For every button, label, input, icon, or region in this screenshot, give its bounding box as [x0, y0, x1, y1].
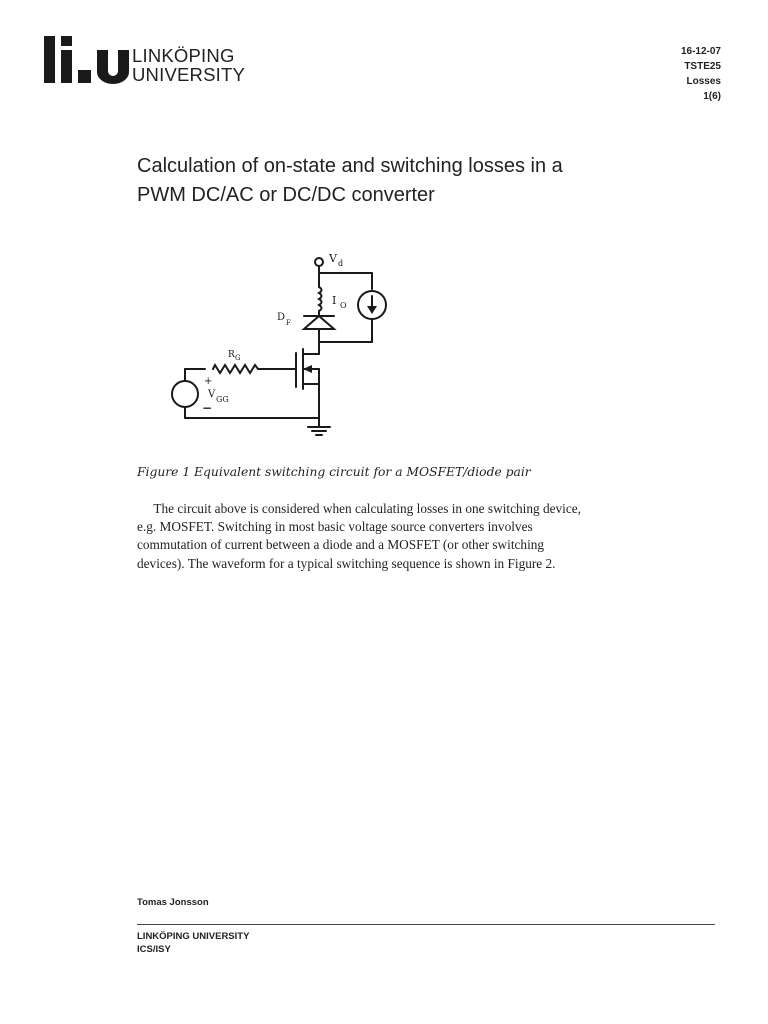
diode-icon	[304, 316, 334, 329]
gate-resistor-icon	[213, 365, 258, 373]
inductor-icon	[319, 287, 322, 311]
body-line: e.g. MOSFET. Switching in most basic voltage source converters involves	[137, 519, 533, 535]
footer-institution: LINKÖPING UNIVERSITY	[137, 931, 250, 942]
vgg-source-icon	[172, 381, 198, 407]
io-label: I	[332, 294, 337, 307]
author-name: Tomas Jonsson	[137, 897, 209, 908]
doc-topic: Losses	[686, 76, 721, 87]
vgg-label-sub: GG	[216, 395, 229, 404]
df-label: D	[277, 312, 286, 323]
rg-label: R	[228, 350, 235, 360]
footer-divider	[137, 924, 715, 925]
footer	[137, 930, 249, 956]
doc-page: 1(6)	[703, 91, 721, 102]
document-meta	[681, 44, 721, 104]
current-arrow-icon	[367, 306, 377, 314]
doc-date: 16-12-07	[680, 46, 721, 57]
title-line-1: Calculation of on-state and switching losses in a	[137, 155, 563, 177]
logo-text-line1: LINKÖPING	[132, 45, 235, 66]
body-paragraph	[137, 500, 657, 573]
vd-terminal-icon	[315, 258, 323, 266]
rg-label-sub: G	[235, 354, 241, 362]
vd-label-sub: d	[338, 259, 344, 268]
liu-logo-mark-icon	[42, 36, 132, 86]
figure-caption: Figure 1 Equivalent switching circuit for a MOSFET/diode pair	[137, 465, 531, 479]
mosfet-arrow-icon	[303, 365, 312, 373]
body-line: devices). The waveform for a typical switching sequence is shown in Figure 2.	[137, 555, 556, 571]
vgg-label: V	[208, 389, 216, 400]
document-title	[137, 152, 657, 210]
df-label-sub: F	[286, 319, 291, 327]
body-line: The circuit above is considered when calculating losses in one switching device,	[137, 501, 581, 516]
university-logo	[42, 36, 246, 86]
doc-course: TSTE25	[684, 61, 721, 72]
vgg-plus-label: +	[204, 376, 213, 387]
io-label-sub: O	[340, 301, 347, 310]
body-line: commutation of current between a diode and a MOSFET (or other switching	[137, 537, 545, 553]
logo-text-line2: UNIVERSITY	[132, 64, 246, 85]
footer-department: ICS/ISY	[137, 944, 171, 955]
vgg-minus-label: −	[202, 401, 213, 415]
vd-label: V	[329, 252, 337, 265]
switching-circuit-diagram	[160, 246, 400, 446]
title-line-2: PWM DC/AC or DC/DC converter	[137, 184, 435, 206]
